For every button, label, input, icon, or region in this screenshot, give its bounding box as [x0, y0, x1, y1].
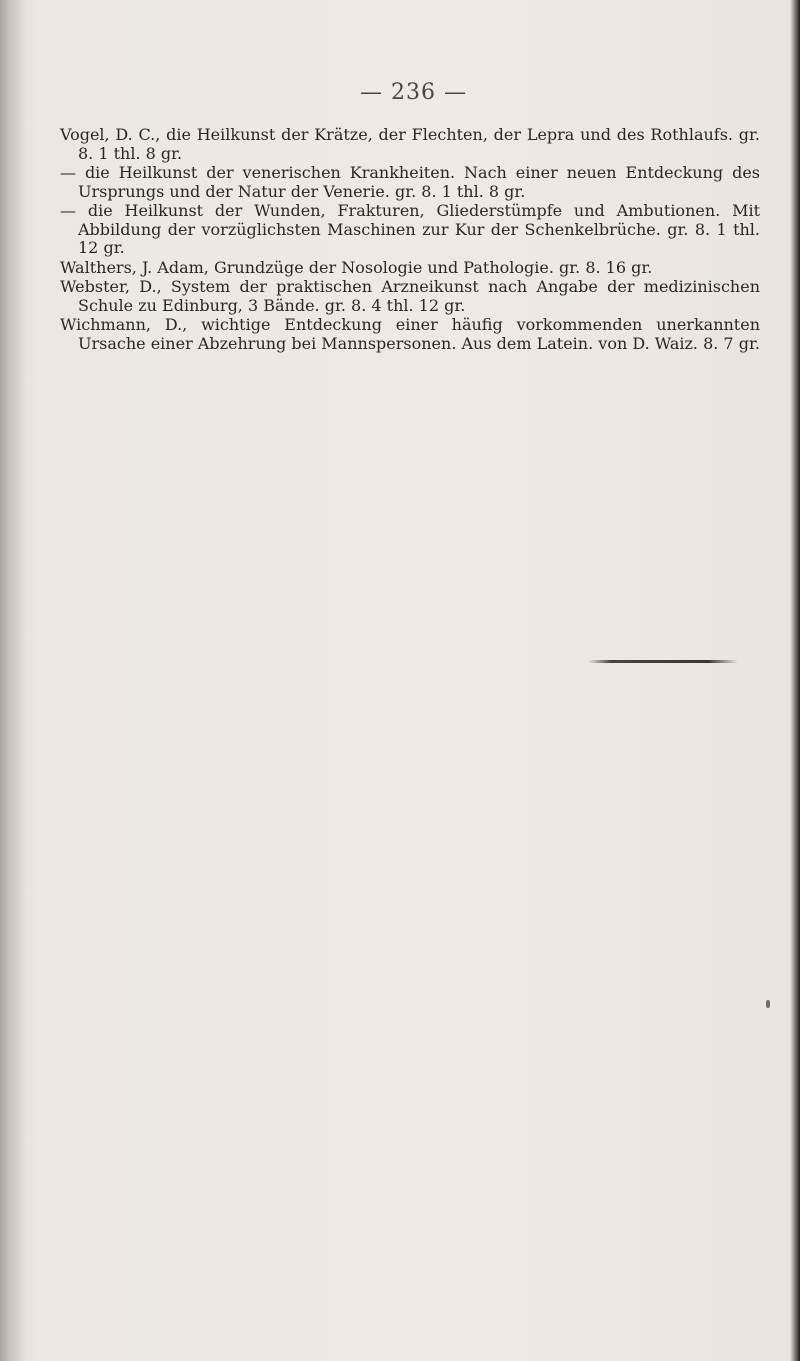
- catalog-entries: [60, 126, 760, 354]
- catalog-entry: — die Heilkunst der Wunden, Frakturen, Gliederstümpfe und Ambutionen. Mit Abbildung der vorzüglichsten Maschinen zur Kur der Schenkelbrüche. gr. 8. 1 thl. 12 gr.: [60, 201, 760, 257]
- ink-stain: [766, 1000, 770, 1008]
- page-edge: [790, 0, 800, 1361]
- catalog-entry: Wichmann, D., wichtige Entdeckung einer häufig vorkommenden unerkannten Ursache einer Abzehrung bei Mannspersonen. Aus dem Latein. von D. Waiz. 8. 7 gr.: [60, 315, 760, 353]
- section-divider: [588, 660, 738, 663]
- catalog-entry: Walthers, J. Adam, Grundzüge der Nosologie und Pathologie. gr. 8. 16 gr.: [60, 257, 653, 277]
- catalog-entry: Webster, D., System der praktischen Arzneikunst nach Angabe der medizinischen Schule zu Edinburg, 3 Bände. gr. 8. 4 thl. 12 gr.: [60, 277, 760, 315]
- page-number: — 236 —: [360, 80, 467, 105]
- catalog-entry: Vogel, D. C., die Heilkunst der Krätze, der Flechten, der Lepra und des Rothlaufs. gr. 8. 1 thl. 8 gr.: [60, 125, 760, 163]
- catalog-entry: — die Heilkunst der venerischen Krankheiten. Nach einer neuen Entdeckung des Ursprungs und der Natur der Venerie. gr. 8. 1 thl. 8 gr.: [60, 163, 760, 201]
- binding-gutter: [0, 0, 26, 1361]
